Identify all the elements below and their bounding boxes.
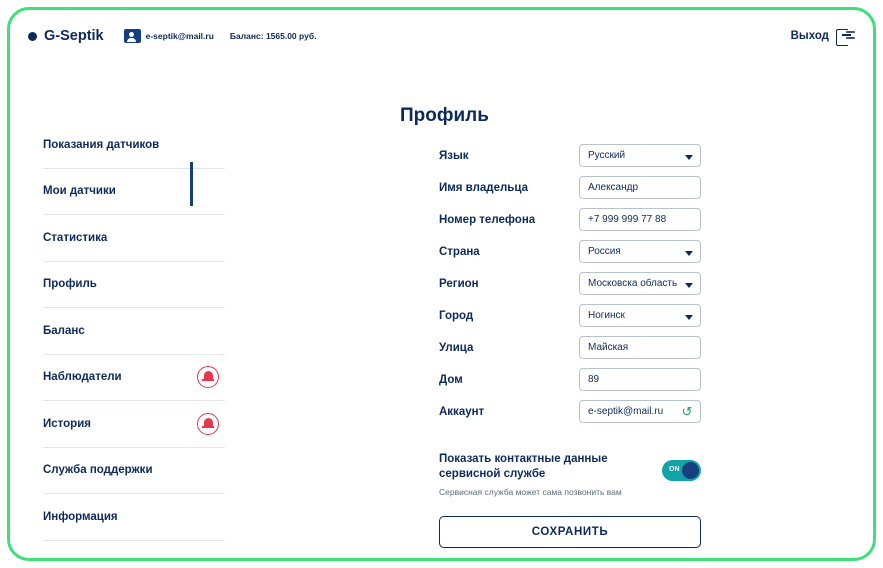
toggle-state-label: ON	[669, 466, 680, 473]
sidebar-item-label: История	[43, 417, 91, 430]
brand-name: G-Septik	[44, 28, 104, 44]
field-label: Страна	[439, 245, 480, 258]
active-section-indicator	[190, 162, 193, 206]
sidebar-item-label: Служба поддержки	[43, 464, 153, 477]
contact-sharing-toggle[interactable]	[662, 460, 701, 481]
field-value: 89	[588, 374, 600, 385]
form-row-country	[439, 236, 701, 267]
field-label: Город	[439, 309, 474, 322]
form-row-owner-name	[439, 172, 701, 203]
sidebar-item-label: Мои датчики	[43, 185, 116, 198]
balance-text: Баланс: 1565.00 руб.	[229, 31, 317, 41]
sidebar-item-label: Статистика	[43, 231, 108, 244]
phone-input[interactable]	[579, 208, 701, 231]
toggle-text-group	[439, 452, 662, 497]
top-header	[10, 10, 873, 62]
sidebar-item-label: Информация	[43, 510, 118, 523]
sidebar-item-label: Баланс	[43, 324, 85, 337]
profile-form	[439, 140, 701, 428]
contact-sharing-block	[439, 452, 701, 497]
chevron-down-icon	[685, 251, 693, 256]
field-label: Аккаунт	[439, 405, 485, 418]
bell-icon	[197, 413, 219, 435]
field-label: Имя владельца	[439, 181, 528, 194]
field-value: Русский	[588, 150, 626, 161]
sidebar-nav	[43, 122, 225, 541]
form-row-city	[439, 300, 701, 331]
form-row-region	[439, 268, 701, 299]
form-row-street	[439, 332, 701, 363]
sidebar-item-history[interactable]	[43, 401, 225, 448]
field-value: Россия	[588, 246, 621, 257]
sidebar-item-statistics[interactable]	[43, 215, 225, 262]
field-label: Номер телефона	[439, 213, 536, 226]
logout-icon	[836, 29, 851, 44]
sidebar-item-profile[interactable]	[43, 262, 225, 309]
logout-button[interactable]	[791, 29, 851, 44]
field-value: +7 999 999 77 88	[588, 214, 667, 225]
field-label: Улица	[439, 341, 474, 354]
toggle-title: Показать контактные данные сервисной службе	[439, 453, 608, 480]
sidebar-item-sensor-readings[interactable]	[43, 122, 225, 169]
save-button[interactable]: СОХРАНИТЬ	[439, 516, 701, 548]
street-input[interactable]	[579, 336, 701, 359]
field-value: Московска область	[588, 278, 678, 289]
brand-logo[interactable]	[28, 28, 104, 44]
sidebar-item-support[interactable]	[43, 448, 225, 495]
account-input[interactable]	[579, 400, 701, 423]
language-select[interactable]	[579, 144, 701, 167]
region-select[interactable]	[579, 272, 701, 295]
sidebar-item-my-sensors[interactable]	[43, 169, 225, 216]
sidebar-item-observers[interactable]	[43, 355, 225, 402]
refresh-icon[interactable]: ↺	[681, 404, 693, 419]
user-icon	[124, 29, 141, 43]
field-value: e-septik@mail.ru	[588, 406, 664, 417]
sidebar-item-label: Показания датчиков	[43, 138, 160, 151]
owner-name-input[interactable]	[579, 176, 701, 199]
field-value: Майская	[588, 342, 629, 353]
field-value: Александр	[588, 182, 639, 193]
sidebar-item-label: Профиль	[43, 278, 97, 291]
app-frame	[7, 7, 876, 561]
chevron-down-icon	[685, 283, 693, 288]
chevron-down-icon	[685, 155, 693, 160]
city-select[interactable]	[579, 304, 701, 327]
form-row-house	[439, 364, 701, 395]
toggle-subtitle: Сервисная служба может сама позвонить вам	[439, 487, 622, 497]
form-row-phone	[439, 204, 701, 235]
country-select[interactable]	[579, 240, 701, 263]
field-label: Регион	[439, 277, 479, 290]
user-account-chip[interactable]	[124, 29, 214, 43]
sidebar-item-balance[interactable]	[43, 308, 225, 355]
house-input[interactable]	[579, 368, 701, 391]
page-title: Профиль	[400, 105, 489, 126]
field-value: Ногинск	[588, 310, 625, 321]
sidebar-item-information[interactable]	[43, 494, 225, 541]
user-email: e-septik@mail.ru	[145, 31, 214, 41]
bell-icon	[197, 366, 219, 388]
logout-label: Выход	[790, 30, 829, 42]
field-label: Язык	[439, 149, 469, 162]
chevron-down-icon	[685, 315, 693, 320]
toggle-knob	[682, 462, 699, 479]
form-row-language	[439, 140, 701, 171]
form-row-account	[439, 396, 701, 427]
sidebar-item-label: Наблюдатели	[43, 371, 122, 384]
field-label: Дом	[439, 373, 463, 386]
brand-dot-icon	[28, 32, 37, 41]
